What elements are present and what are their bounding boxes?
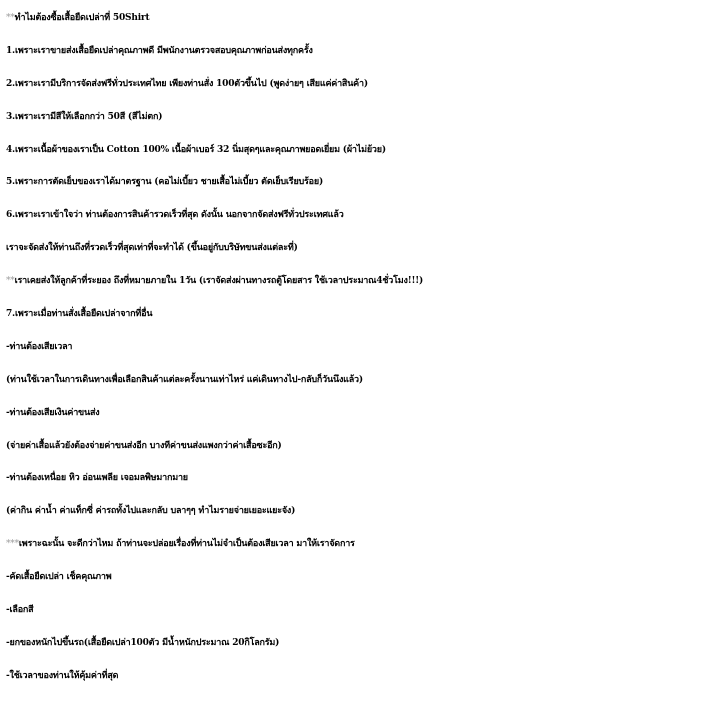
line-text: -คัดเสื้อยืดเปล่า เช็คคุณภาพ <box>6 572 112 583</box>
text-line <box>6 495 716 528</box>
text-line <box>6 35 716 68</box>
line-text: 2.เพราะเรามีบริการจัดส่งฟรีทั่วประเทศไทย เพียงท่านสั่ง 100ตัวขึ้นไป (พูดง่ายๆ เสียแค่ค่าสินค้า) <box>6 78 368 89</box>
text-line <box>6 265 716 298</box>
line-text: เพราะฉะนั้น จะดีกว่าไหม ถ้าท่านจะปล่อยเรื่องที่ท่านไม่จำเป็นต้องเสียเวลา มาให้เราจัดการ <box>18 539 355 550</box>
line-text: 1.เพราะเราขายส่งเสื้อยืดเปล่าคุณภาพดี มีพนักงานตรวจสอบคุณภาพก่อนส่งทุกครั้ง <box>6 45 313 56</box>
text-line <box>6 462 716 495</box>
text-line <box>6 430 716 463</box>
text-line <box>6 627 716 660</box>
line-text: ทำไมต้องซื้อเสื้อยืดเปล่าที่ 50Shirt <box>14 13 150 23</box>
line-text: 7.เพราะเมื่อท่านสั่งเสื้อยืดเปล่าจากที่อื่น <box>6 309 153 320</box>
line-text: -ท่านต้องเหนื่อย หิว อ่อนเพลีย เจอมลพิษมากมาย <box>6 473 188 484</box>
asterisk-prefix: ** <box>6 276 15 287</box>
line-text: -ท่านต้องเสียเวลา <box>6 341 73 352</box>
text-line <box>6 561 716 594</box>
line-text: เราเคยส่งให้ลูกค้าที่ระยอง ถึงที่หมายภายใน 1วัน (เราจัดส่งผ่านทางรถตู้โดยสาร ใช้เวลาประมาณ4ชั่วโมง!!!) <box>14 276 424 287</box>
text-line <box>6 331 716 364</box>
asterisk-prefix: *** <box>6 539 19 550</box>
text-line <box>6 134 716 167</box>
line-text: -ท่านต้องเสียเงินค่าขนส่ง <box>6 407 100 418</box>
text-line <box>6 199 716 232</box>
line-text: 6.เพราะเราเข้าใจว่า ท่านต้องการสินค้ารวดเร็วที่สุด ดังนั้น นอกจากจัดส่งฟรีทั่วประเทศแล้ว <box>6 210 344 221</box>
heading-line <box>6 2 716 35</box>
line-text: (จ่ายค่าเสื้อแล้วยังต้องจ่ายค่าขนส่งอีก บางทีค่าขนส่งแพงกว่าค่าเสื้อซะอีก) <box>6 440 282 451</box>
text-line <box>6 166 716 199</box>
line-text: 4.เพราะเนื้อผ้าของเราเป็น Cotton 100% เนื้อผ้าเบอร์ 32 นิ่มสุดๆและคุณภาพยอดเยี่ยม (ผ้าไม่ย้วย) <box>6 144 386 155</box>
text-line <box>6 68 716 101</box>
line-text: (ท่านใช้เวลาในการเดินทางเพื่อเลือกสินค้าแต่ละครั้งนานเท่าไหร่ แค่เดินทางไป-กลับก็วันนึงแล้ว) <box>6 374 363 385</box>
line-text: เราจะจัดส่งให้ท่านถึงที่รวดเร็วที่สุดเท่าที่จะทำได้ (ขึ้นอยู่กับบริษัทขนส่งแต่ละที่) <box>6 243 298 254</box>
line-text: (ค่ากิน ค่าน้ำ ค่าแท็กซี่ ค่ารถทั้งไปและกลับ บลาๆๆ ทำไมรายจ่ายเยอะแยะจัง) <box>6 506 296 517</box>
asterisk-prefix: ** <box>6 13 15 23</box>
line-text: 5.เพราะการตัดเย็บของเราได้มาตรฐาน (คอไม่เบี้ยว ชายเสื้อไม่เบี้ยว ตัดเย็บเรียบร้อย) <box>6 177 324 188</box>
text-line <box>6 298 716 331</box>
line-text: 3.เพราะเรามีสีให้เลือกกว่า 50สี (สีไม่ตก) <box>6 111 163 122</box>
text-line <box>6 528 716 561</box>
text-line <box>6 232 716 265</box>
text-line <box>6 397 716 430</box>
text-line <box>6 101 716 134</box>
text-line <box>6 594 716 627</box>
line-text: -ใช้เวลาของท่านให้คุ้มค่าที่สุด <box>6 670 119 681</box>
text-line <box>6 364 716 397</box>
text-line <box>6 660 716 693</box>
line-text: -เลือกสี <box>6 605 34 616</box>
line-text: -ยกของหนักไปขึ้นรถ(เสื้อยืดเปล่า100ตัว มีน้ำหนักประมาณ 20กิโลกรัม) <box>6 637 280 648</box>
